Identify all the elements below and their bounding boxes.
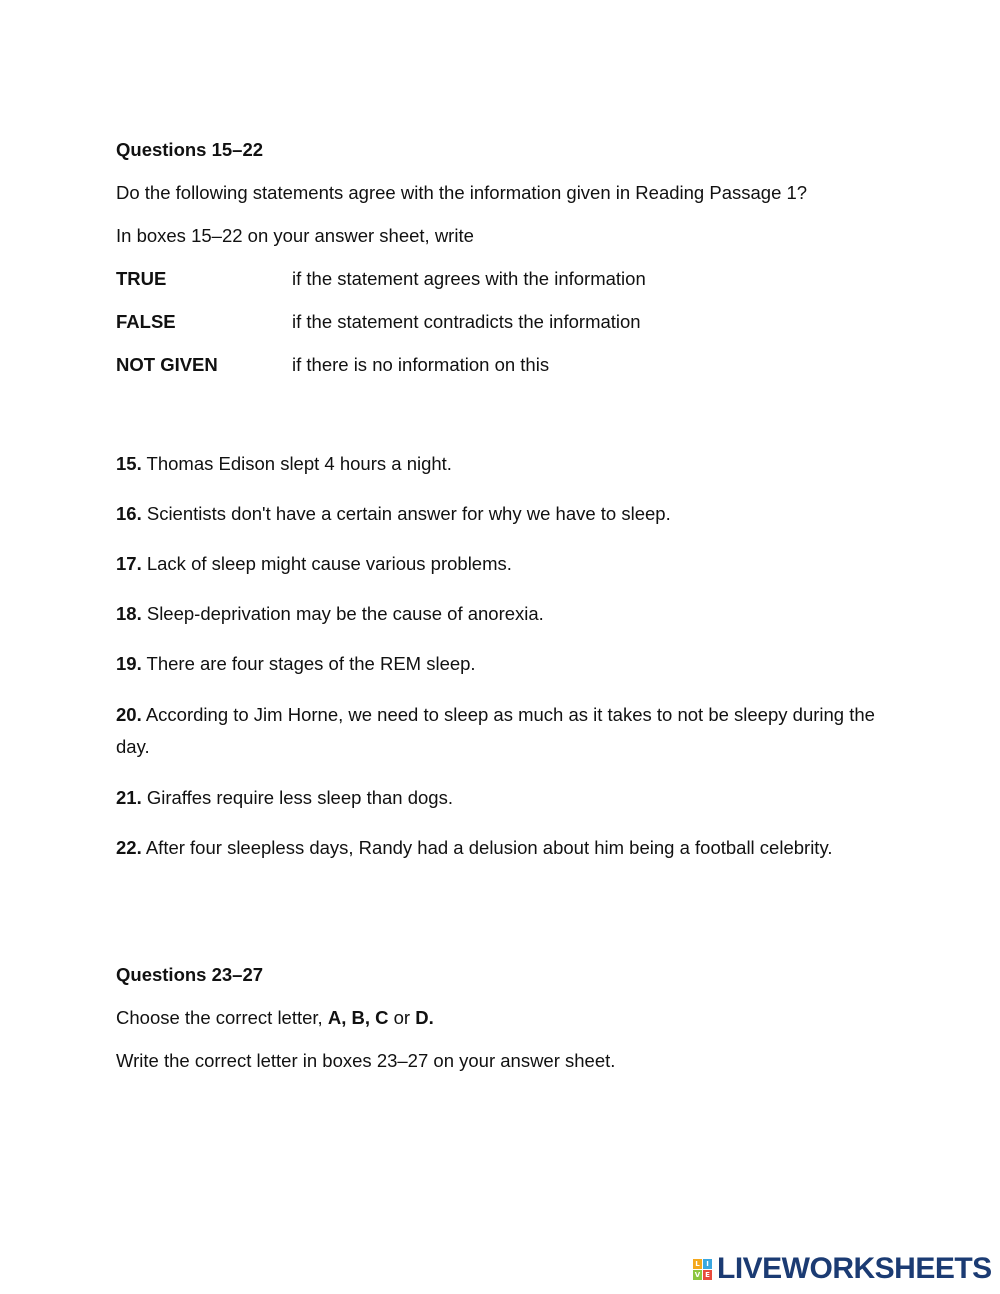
logo-text: LIVEWORKSHEETS <box>717 1252 992 1285</box>
question-number: 19. <box>116 653 142 674</box>
question-number: 20. <box>116 704 142 725</box>
section-1-instruction-2: In boxes 15–22 on your answer sheet, write <box>116 225 474 246</box>
question-text: Lack of sleep might cause various problems. <box>141 553 512 574</box>
question-number: 15. <box>116 453 142 474</box>
badge-letter: L <box>693 1259 702 1269</box>
option-term-false: FALSE <box>116 311 176 332</box>
option-definition-not-given: if there is no information on this <box>292 354 550 375</box>
question-text: Giraffes require less sleep than dogs. <box>141 787 453 808</box>
question-22 <box>116 837 832 859</box>
question-text: Scientists don't have a certain answer for why we have to sleep. <box>141 503 671 524</box>
live-badge-icon <box>693 1259 713 1281</box>
option-term-not-given: NOT GIVEN <box>116 354 218 375</box>
badge-letter: E <box>703 1270 712 1280</box>
question-text: After four sleepless days, Randy had a delusion about him being a football celebrity. <box>141 837 833 858</box>
section-2-write-instruction: Write the correct letter in boxes 23–27 on your answer sheet. <box>116 1050 616 1071</box>
badge-letter: I <box>703 1259 712 1269</box>
question-text: There are four stages of the REM sleep. <box>141 653 476 674</box>
option-definition-false: if the statement contradicts the information <box>292 311 641 332</box>
section-1-heading: Questions 15–22 <box>116 139 264 160</box>
question-17 <box>116 553 512 575</box>
question-text: Thomas Edison slept 4 hours a night. <box>141 453 452 474</box>
option-term-true: TRUE <box>116 268 167 289</box>
choose-prefix: Choose the correct letter, <box>116 1007 328 1028</box>
question-21 <box>116 787 453 809</box>
question-text: Sleep-deprivation may be the cause of anorexia. <box>141 603 544 624</box>
section-1-instruction-1: Do the following statements agree with the information given in Reading Passage 1? <box>116 182 808 203</box>
choose-last-letter: D. <box>415 1007 434 1028</box>
question-15 <box>116 453 452 475</box>
question-text: According to Jim Horne, we need to sleep as much as it takes to not be sleepy during the day. <box>116 704 875 757</box>
liveworksheets-logo <box>693 1252 993 1285</box>
question-number: 16. <box>116 503 142 524</box>
question-16 <box>116 503 671 525</box>
badge-letter: V <box>694 1271 701 1279</box>
question-number: 17. <box>116 553 142 574</box>
question-20 <box>116 699 876 763</box>
question-number: 22. <box>116 837 142 858</box>
choose-letters: A, B, C <box>327 1007 389 1028</box>
question-number: 18. <box>116 603 142 624</box>
section-2-choose-instruction <box>116 1007 434 1029</box>
question-19 <box>116 653 476 675</box>
option-definition-true: if the statement agrees with the information <box>292 268 646 289</box>
question-number: 21. <box>116 787 142 808</box>
section-2-heading: Questions 23–27 <box>116 964 264 985</box>
question-18 <box>116 603 544 625</box>
choose-or: or <box>388 1007 416 1028</box>
